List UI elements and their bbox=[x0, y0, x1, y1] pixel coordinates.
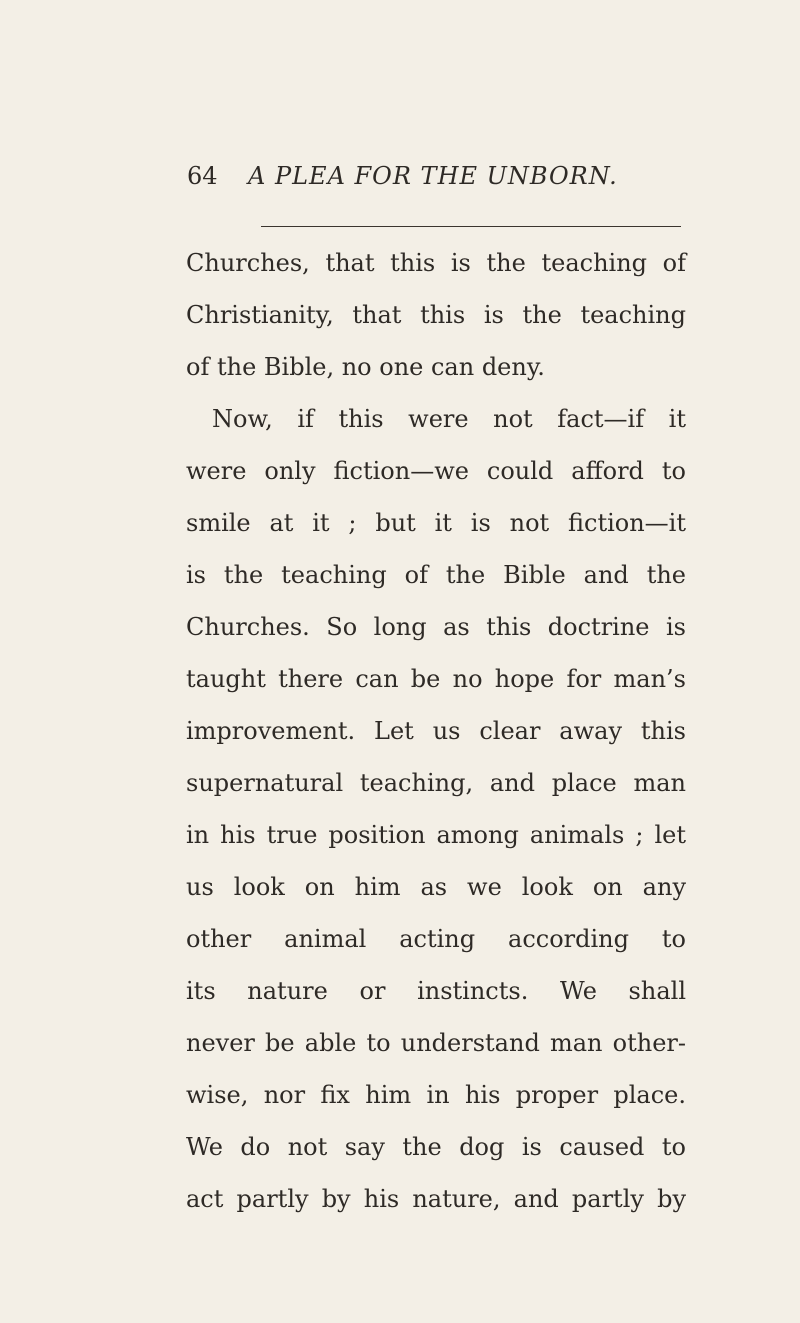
text-line: taught there can be no hope for man’s bbox=[186, 665, 686, 693]
text-line: is the teaching of the Bible and the bbox=[186, 561, 686, 589]
text-line: its nature or instincts. We shall bbox=[186, 977, 686, 1005]
body-text bbox=[186, 237, 686, 1225]
text-line: us look on him as we look on any bbox=[186, 873, 686, 901]
text-line: wise, nor fix him in his proper place. bbox=[186, 1081, 686, 1109]
text-line: Christianity, that this is the teaching bbox=[186, 301, 686, 329]
text-line: act partly by his nature, and partly by bbox=[186, 1185, 686, 1213]
text-line: supernatural teaching, and place man bbox=[186, 769, 686, 797]
text-line: We do not say the dog is caused to bbox=[186, 1133, 686, 1161]
page-number: 64 bbox=[187, 162, 218, 190]
text-line: of the Bible, no one can deny. bbox=[186, 353, 545, 381]
text-line: Churches. So long as this doctrine is bbox=[186, 613, 686, 641]
text-line: in his true position among animals ; let bbox=[186, 821, 686, 849]
text-line: were only fiction—we could afford to bbox=[186, 457, 686, 485]
text-line: Now, if this were not fact—if it bbox=[212, 405, 686, 433]
header-rule bbox=[261, 226, 681, 227]
text-line: other animal acting according to bbox=[186, 925, 686, 953]
text-line: improvement. Let us clear away this bbox=[186, 717, 686, 745]
text-line: never be able to understand man other- bbox=[186, 1029, 686, 1057]
text-line: Churches, that this is the teaching of bbox=[186, 249, 686, 277]
text-line: smile at it ; but it is not fiction—it bbox=[186, 509, 686, 537]
page-header bbox=[0, 160, 800, 200]
running-title: A PLEA FOR THE UNBORN. bbox=[248, 162, 618, 190]
